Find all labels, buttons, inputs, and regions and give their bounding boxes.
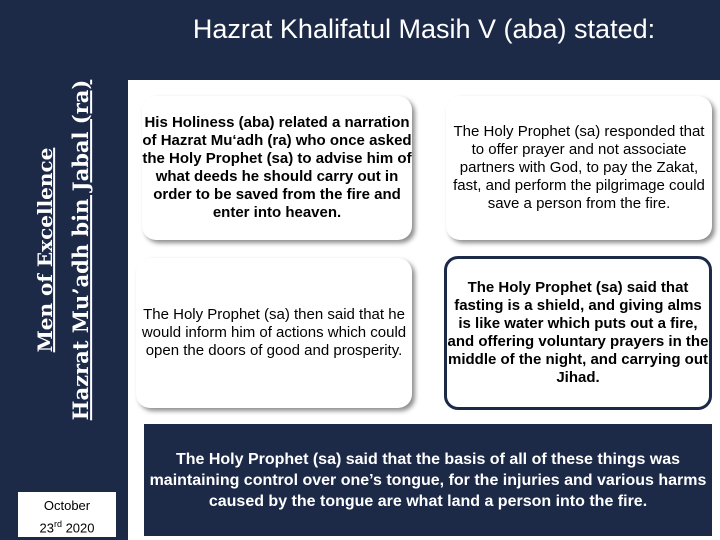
- vertical-title: [28, 65, 100, 435]
- sidebar: [0, 0, 128, 540]
- content-area: [128, 80, 720, 540]
- header: [128, 0, 720, 80]
- date-month: October: [43, 498, 91, 513]
- series-title: Men of Excellence: [33, 147, 58, 353]
- text-box-bottom-text: The Holy Prophet (sa) said that the basis of all of these things was maintaining control over one’s tongue, for the injuries and various harms caused by the tongue are what land a person into the fire.: [149, 450, 707, 510]
- date-year: 2020: [61, 520, 95, 536]
- text-box-middle-left-text: The Holy Prophet (sa) then said that he would inform him of actions which could open the doors of good and prosperity.: [141, 306, 407, 359]
- text-box-middle-right: [444, 256, 712, 410]
- text-box-middle-right-text: The Holy Prophet (sa) said that fasting is a shield, and giving alms is like water which puts out a fire, and offering voluntary prayers in the middle of the night, and carrying out Jihad.: [447, 279, 709, 386]
- text-box-middle-left: [136, 258, 412, 408]
- text-box-top-left: [142, 96, 412, 240]
- subject-name: Hazrat Mu’adh bin Jabal (ra): [68, 79, 94, 421]
- text-box-bottom: [144, 424, 712, 536]
- page-title: Hazrat Khalifatul Masih V (aba) stated:: [192, 14, 656, 44]
- date-day: 23: [39, 520, 54, 536]
- text-box-top-left-text: His Holiness (aba) related a narration of Hazrat Mu‘adh (ra) who once asked the Holy Prophet (sa) to advise him of what deeds he should carry out in order to be saved from the fire and enter into heaven.: [142, 114, 412, 221]
- date-day-year: [18, 515, 116, 537]
- date-suffix: rd: [53, 519, 62, 529]
- text-box-top-right: [446, 96, 712, 240]
- text-box-top-right-text: The Holy Prophet (sa) responded that to offer prayer and not associate partners with God, to pay the Zakat, fast, and perform the pilgrimage could save a person from the fire.: [453, 123, 705, 212]
- date-box: [18, 492, 116, 537]
